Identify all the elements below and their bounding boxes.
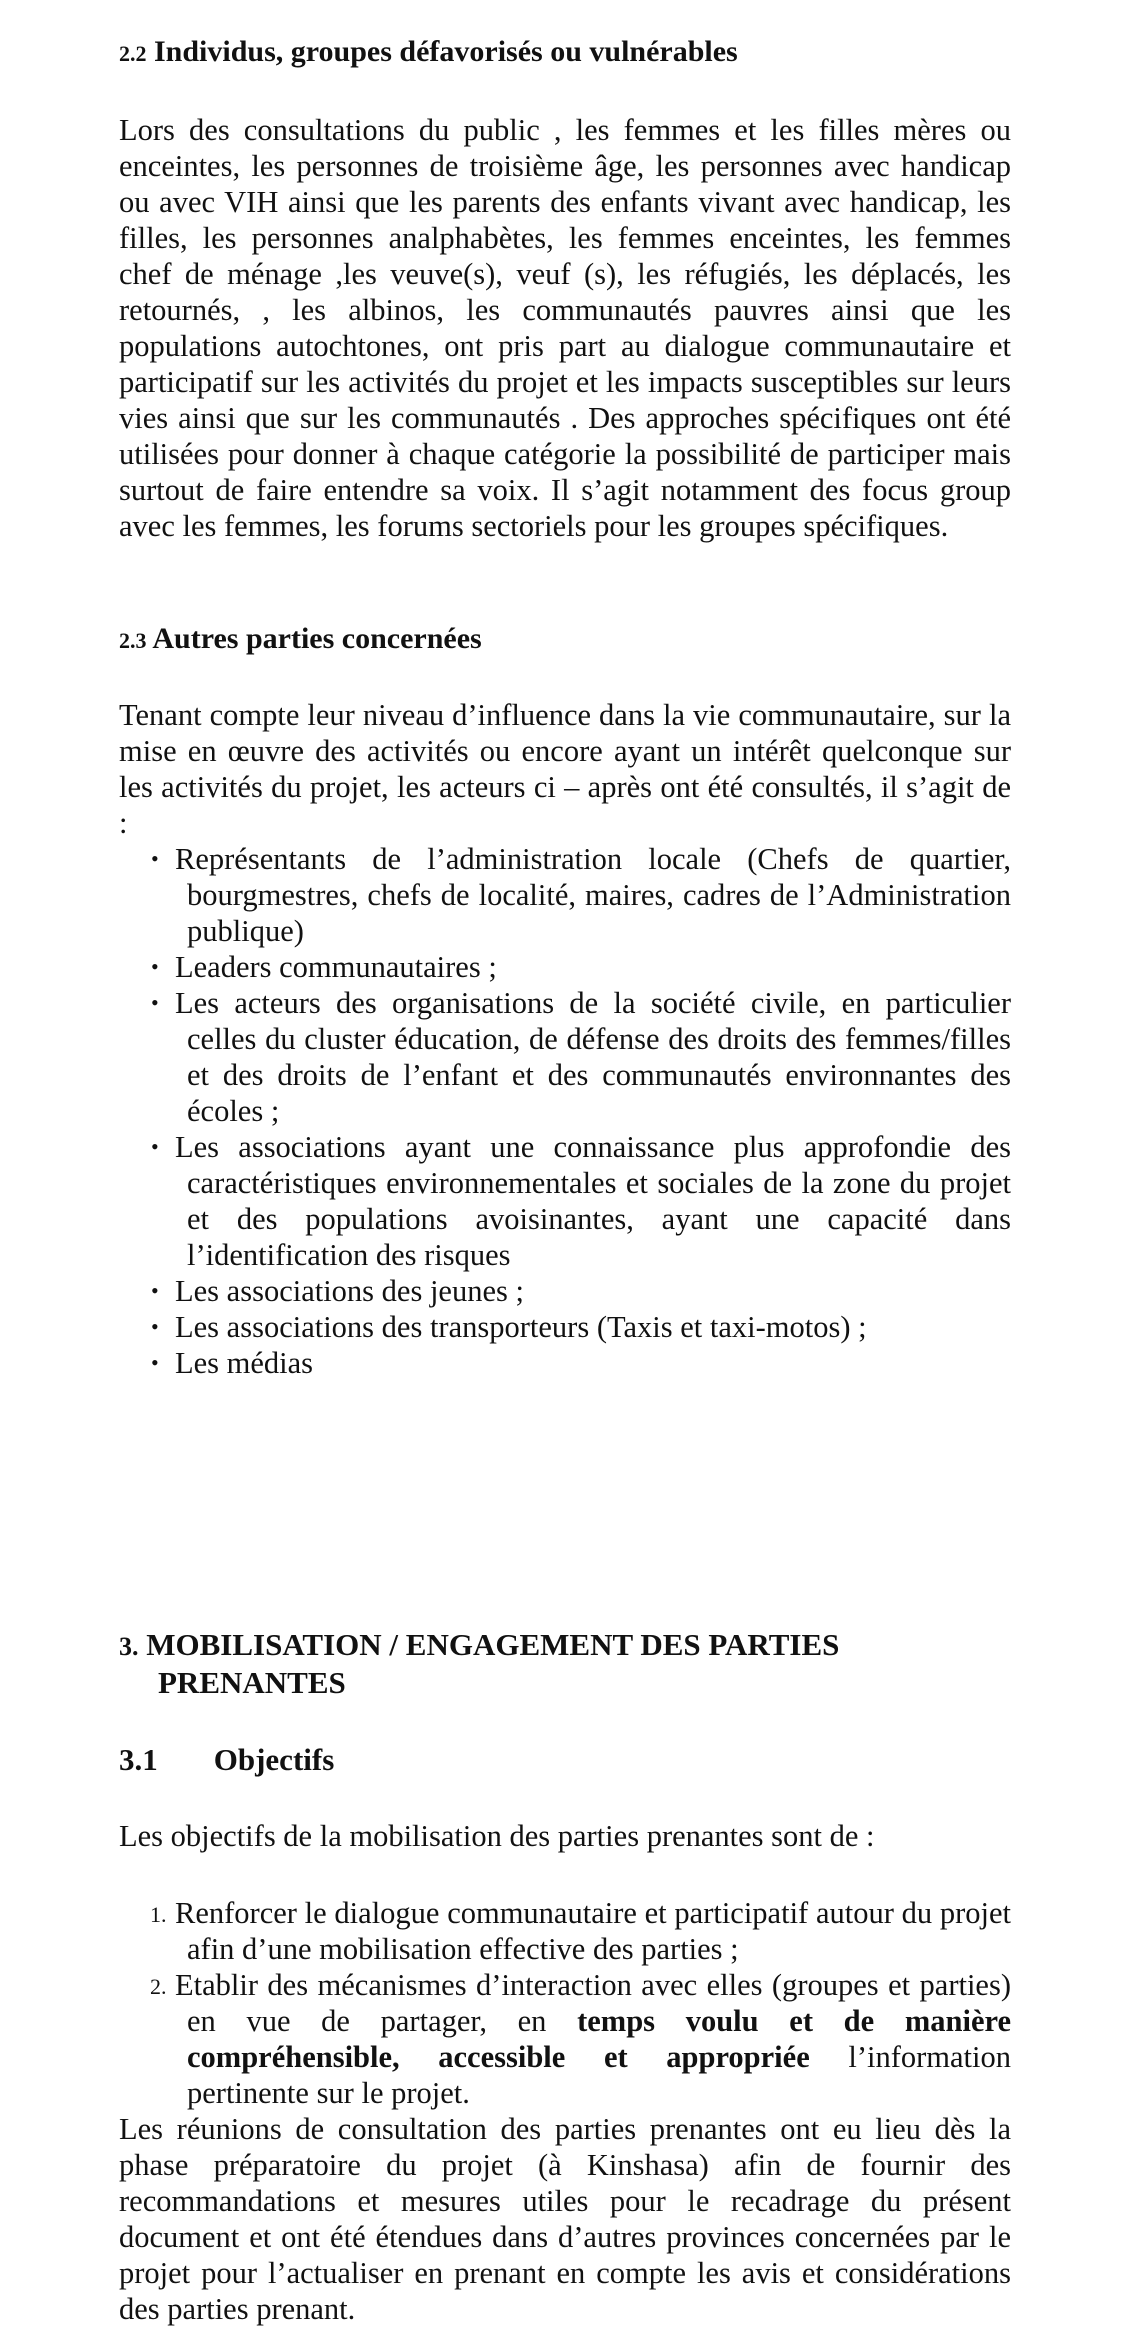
list-item-text: Les médias: [175, 1346, 314, 1380]
list-item: [119, 1309, 1011, 1345]
section-2-3-heading: [119, 621, 1011, 659]
list-item-text: Représentants de l’administration locale (Chefs de quartier, bourgmestres, chefs de localité, maires, cadres de l’Administration publique): [175, 842, 1011, 948]
section-number: 3.1: [119, 1742, 158, 1777]
paragraph-text: Les réunions de consultation des parties prenantes ont eu lieu dès la phase préparatoire du projet (à Kinshasa) afin de fournir des recommandations et mesures utiles pour le recadrage du présent document et ont été étendues dans d’autres provinces concernées par le projet pour l’actualiser en prenant en compte les avis et considérations des parties prenant.: [119, 2112, 1011, 2326]
list-item-text: Les acteurs des organisations de la société civile, en particulier celles du cluster éducation, de défense des droits des femmes/filles et des droits de l’enfant et des communautés environnantes des écoles ;: [175, 986, 1011, 1128]
section-title: Individus, groupes défavorisés ou vulnérables: [154, 35, 738, 68]
list-item: [119, 949, 1011, 985]
list-item: [119, 1345, 1011, 1381]
bullet-marker: •: [151, 990, 159, 1015]
list-item-text: Renforcer le dialogue communautaire et participatif autour du projet afin d’une mobilisation effective des parties ;: [175, 1896, 1011, 1966]
emphasis-text: temps voulu et de manière compréhensible, accessible et appropriée: [187, 2004, 1012, 2074]
section-3-1-intro: [119, 1818, 1011, 1854]
section-title-line1: MOBILISATION / ENGAGEMENT DES PARTIES: [146, 1627, 840, 1662]
section-title: Objectifs: [213, 1742, 335, 1777]
paragraph-text: Lors des consultations du public , les femmes et les filles mères ou enceintes, les personnes de troisième âge, les personnes avec handicap ou avec VIH ainsi que les parents des enfants vivant avec handicap, les filles, les personnes analphabètes, les femmes enceintes, les femmes chef de ménage ,les veuve(s), veuf (s), les réfugiés, les déplacés, les retournés, , les albinos, les communautés pauvres ainsi que les populations autochtones, ont pris part au dialogue communautaire et participatif sur les activités du projet et les impacts susceptibles sur leurs vies ainsi que sur les communautés . Des approches spécifiques ont été utilisées pour donner à chaque catégorie la possibilité de participer mais surtout de faire entendre sa voix. Il s’agit notamment des focus group avec les femmes, les forums sectoriels pour les groupes spécifiques.: [119, 113, 1011, 543]
item-number: 2.: [150, 1974, 167, 1999]
list-item-text: Les associations des jeunes ;: [175, 1274, 524, 1308]
paragraph-text: Tenant compte leur niveau d’influence dans la vie communautaire, sur la mise en œuvre des activités ou encore ayant un intérêt quelconque sur les activités du projet, les acteurs ci – après ont été consultés, il s’agit de :: [119, 698, 1011, 840]
bullet-marker: •: [151, 1314, 159, 1339]
section-3-1-heading: [119, 1742, 1011, 1778]
list-item-text: Etablir des mécanismes d’interaction avec elles (groupes et parties) en vue de partager, en: [175, 1968, 1011, 2038]
section-title: Autres parties concernées: [152, 622, 482, 655]
stakeholder-bullet-list: [119, 841, 1011, 1381]
section-number: 2.3: [119, 628, 147, 653]
objectives-numbered-list: [119, 1895, 1011, 2111]
list-item: [119, 985, 1011, 1129]
bullet-marker: •: [151, 1350, 159, 1375]
paragraph-text: Les objectifs de la mobilisation des parties prenantes sont de :: [119, 1819, 875, 1853]
list-item: [119, 841, 1011, 949]
section-number: 2.2: [119, 41, 147, 66]
list-item: [119, 1129, 1011, 1273]
section-2-3-paragraph: [119, 697, 1011, 841]
section-2-2-heading: [119, 34, 1011, 72]
list-item: [119, 1273, 1011, 1309]
section-title-line2: PRENANTES: [158, 1665, 346, 1700]
bullet-marker: •: [151, 954, 159, 979]
list-item-text-end: l’information pertinente sur le projet.: [187, 2040, 1012, 2110]
list-item-text: Les associations des transporteurs (Taxis et taxi-motos) ;: [175, 1310, 867, 1344]
item-number: 1.: [150, 1902, 167, 1927]
bullet-marker: •: [151, 846, 159, 871]
section-2-2-paragraph: [119, 112, 1011, 544]
list-item: [119, 1967, 1011, 2111]
list-item-text: Leaders communautaires ;: [175, 950, 497, 984]
section-number: 3.: [119, 1632, 139, 1661]
list-item: [119, 1895, 1011, 1967]
bullet-marker: •: [151, 1134, 159, 1159]
bullet-marker: •: [151, 1278, 159, 1303]
list-item-text: Les associations ayant une connaissance plus approfondie des caractéristiques environnementales et sociales de la zone du projet et des populations avoisinantes, ayant une capacité dans l’identification des risques: [175, 1130, 1011, 1272]
section-3-heading: [119, 1627, 1011, 1701]
closing-paragraph: [119, 2111, 1011, 2327]
